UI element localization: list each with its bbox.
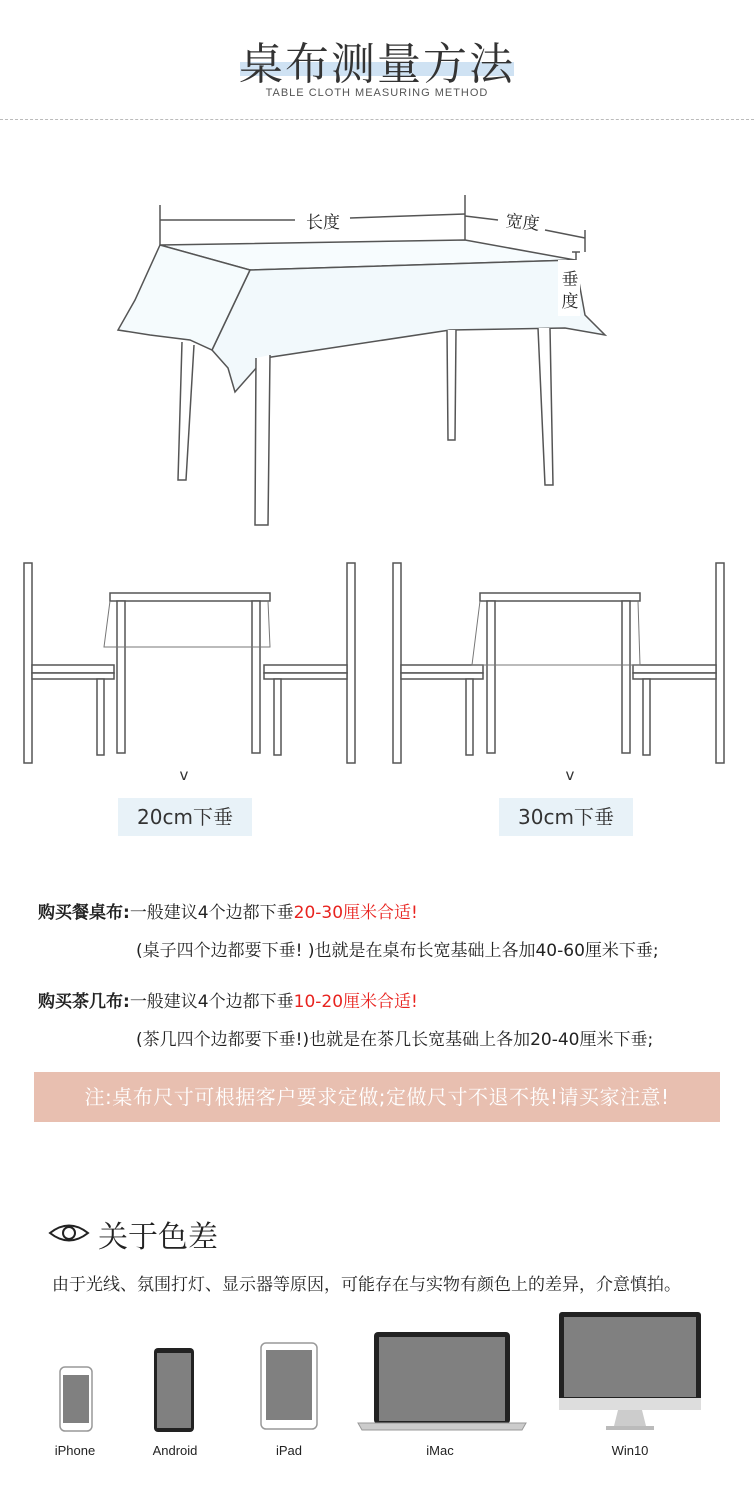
page-title: 桌布测量方法	[239, 39, 515, 90]
dining-highlight: 20-30厘米合适!	[293, 903, 418, 923]
eye-icon	[48, 1220, 90, 1246]
device-label-win10: Win10	[611, 1443, 649, 1458]
laptop-icon	[358, 1332, 526, 1430]
tea-note	[38, 987, 418, 1012]
devices-row	[0, 1310, 754, 1440]
device-label-android: Android	[152, 1443, 198, 1458]
width-label: 宽度	[504, 211, 541, 235]
drop-label-top: 垂	[561, 270, 579, 290]
dining-detail: (桌子四个边都要下垂! )也就是在桌布长宽基础上各加40-60厘米下垂;	[136, 941, 659, 961]
header-divider	[0, 119, 754, 120]
drop-20cm-label: 20cm下垂	[118, 798, 252, 836]
comparison-arrow-2: v	[565, 766, 575, 784]
color-difference-text: 由于光线、氛围打灯、显示器等原因，可能存在与实物有颜色上的差异，介意慎拍。	[52, 1275, 681, 1295]
tea-detail: (茶几四个边都要下垂!)也就是在茶几长宽基础上各加20-40厘米下垂;	[136, 1030, 654, 1050]
device-label-ipad: iPad	[275, 1443, 303, 1458]
android-phone-icon	[154, 1348, 194, 1432]
drop-30cm-label: 30cm下垂	[499, 798, 633, 836]
length-label: 长度	[306, 213, 340, 233]
page-subtitle: TABLE CLOTH MEASURING METHOD	[265, 87, 489, 99]
side-view-diagrams	[0, 555, 754, 770]
ipad-icon	[261, 1343, 317, 1429]
monitor-icon	[559, 1312, 701, 1430]
color-difference-heading: 关于色差	[98, 1220, 218, 1255]
dining-prefix: 购买餐桌布:	[38, 903, 130, 923]
device-label-iphone: iPhone	[54, 1443, 96, 1458]
table-measure-diagram	[0, 190, 754, 535]
device-label-imac: iMac	[426, 1443, 454, 1458]
dining-text: 一般建议4个边都下垂	[129, 903, 294, 923]
comparison-arrow-1: v	[179, 766, 189, 784]
drop-label-bottom: 度	[561, 292, 579, 312]
tea-highlight: 10-20厘米合适!	[293, 992, 418, 1012]
tea-prefix: 购买茶几布:	[38, 992, 130, 1012]
iphone-icon	[60, 1367, 92, 1431]
dining-note	[38, 898, 418, 923]
custom-notice: 注:桌布尺寸可根据客户要求定做;定做尺寸不退不换!请买家注意!	[34, 1072, 720, 1122]
tea-text: 一般建议4个边都下垂	[129, 992, 294, 1012]
